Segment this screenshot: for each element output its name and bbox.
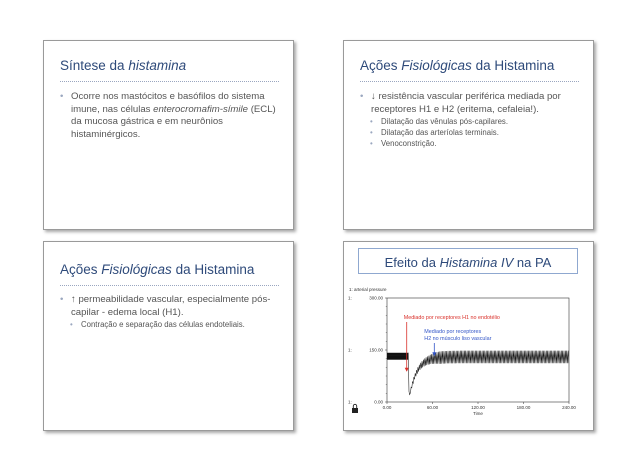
- slide-title: Ações Fisiológicas da Histamina: [60, 262, 255, 277]
- trace-baseline-band: [387, 353, 408, 360]
- x-tick-label: 240.00: [562, 405, 576, 410]
- slide-acoes-1[interactable]: [343, 40, 594, 230]
- title-divider: [60, 81, 279, 82]
- y-tick-label: 0.00: [374, 399, 383, 405]
- x-tick-label: 180.00: [516, 405, 531, 410]
- slide-title: Ações Fisiológicas da Histamina: [360, 58, 555, 73]
- bullet-item: • Ocorre nos mastócitos e basófilos do sistema imune, nas células enterocromafim-símile (ECL) da mucosa gástrica e em neurônios histaminérgicos.: [60, 91, 281, 141]
- annotation-h2-line2: H2 no músculo liso vascular: [424, 336, 492, 342]
- x-tick-label: 0.00: [382, 405, 392, 410]
- slide-body: [60, 294, 281, 330]
- slide-sintese[interactable]: [43, 40, 294, 230]
- slide-title: Síntese da histamina: [60, 58, 187, 73]
- slide-acoes-2[interactable]: [43, 241, 294, 431]
- sub-bullet-item: • Dilatação das vênulas pós-capilares.: [370, 116, 581, 127]
- x-axis-label: Time: [473, 411, 483, 416]
- slide-body: [360, 91, 581, 149]
- slide-title-box: [358, 248, 578, 274]
- trace-line: [387, 351, 569, 395]
- blood-pressure-chart: [344, 282, 593, 430]
- x-tick-label: 120.00: [471, 405, 485, 410]
- y-axis-mark: 1:: [348, 295, 352, 301]
- lock-icon: [352, 404, 358, 413]
- y-axis-mark: 1:: [348, 347, 352, 353]
- series-label: 1: arterial pressure: [349, 287, 387, 292]
- y-axis-mark: 1:: [348, 399, 352, 405]
- y-tick-label: 300.00: [369, 295, 383, 301]
- slide-title: Efeito da Histamina IV na PA: [384, 255, 552, 270]
- title-divider: [360, 81, 579, 82]
- y-tick-label: 150.00: [369, 347, 383, 353]
- title-divider: [60, 285, 279, 286]
- sub-bullet-item: • Dilatação das arteríolas terminais.: [370, 127, 581, 138]
- plot-frame: [387, 298, 569, 402]
- slide-body: [60, 91, 281, 141]
- annotation-h2-line1: Mediado por receptores: [424, 329, 482, 335]
- annotation-h1-arrowhead: [405, 368, 409, 372]
- bullet-item: • ↑ permeabilidade vascular, especialmente pós-capilar - edema local (H1).: [60, 294, 281, 319]
- x-tick-label: 60.00: [426, 405, 439, 410]
- sub-bullet-item: • Venoconstrição.: [370, 138, 581, 149]
- sub-bullet-item: • Contração e separação das células endoteliais.: [70, 319, 281, 330]
- slide-efeito-pa[interactable]: [343, 241, 594, 431]
- bullet-item: • ↓ resistência vascular periférica mediada por receptores H1 e H2 (eritema, cefaleia!).: [360, 91, 581, 116]
- annotation-h1: Mediado por receptores H1 no endotélio: [403, 315, 500, 321]
